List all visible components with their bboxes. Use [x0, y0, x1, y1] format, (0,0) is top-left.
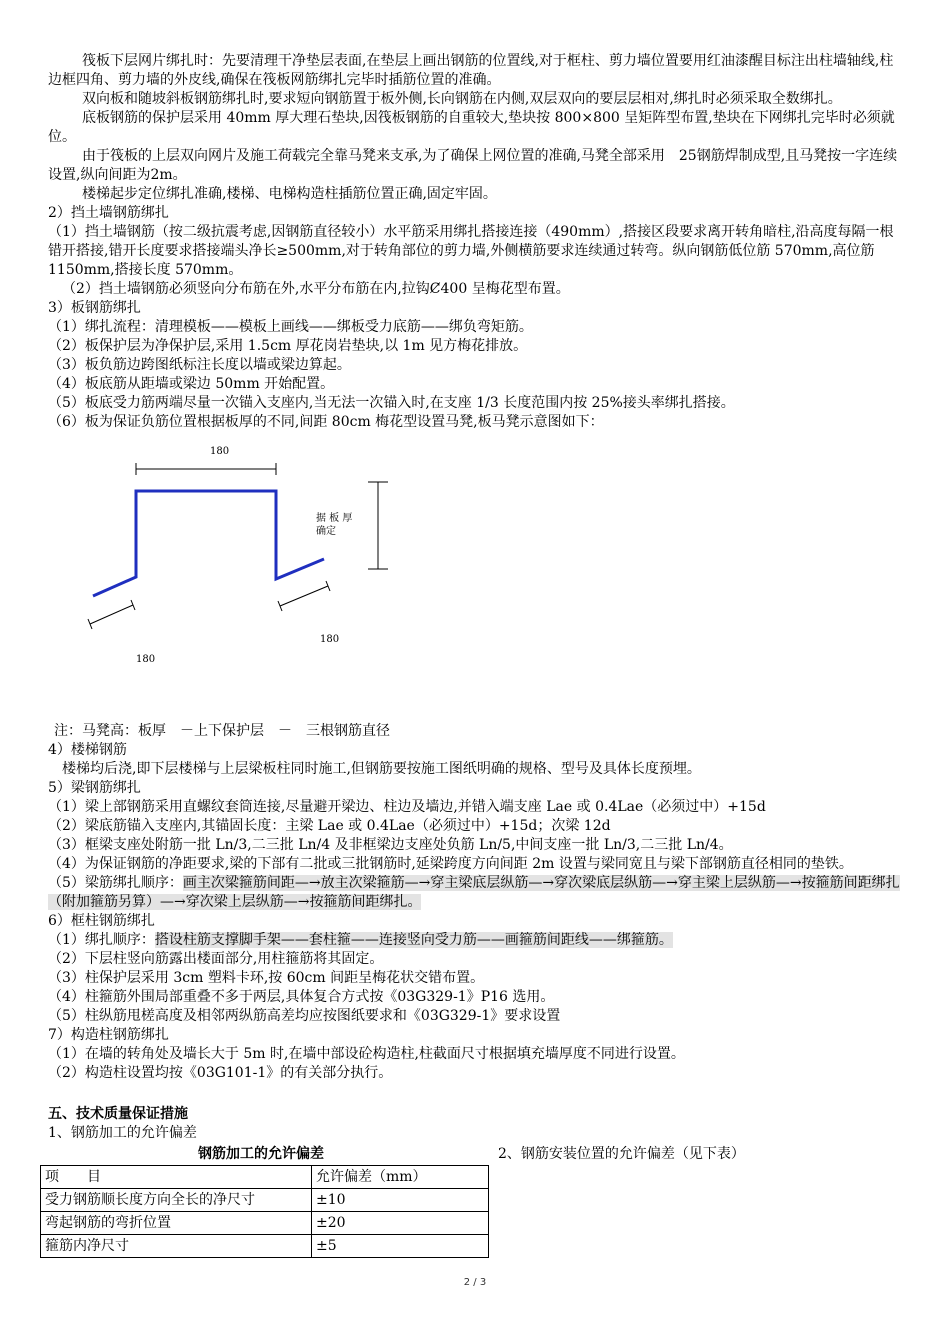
item-column-1-label: （1）绑扎顺序：: [48, 932, 155, 948]
item-beam-2: （2）梁底筋锚入支座内,其锚固长度：主梁 Lae 或 0.4Lae（必须过中）+15d；次梁 12d: [48, 818, 611, 834]
table-cell-tolerance: ±10: [312, 1189, 489, 1212]
tolerance-table: [40, 1165, 489, 1258]
document-body: [45, 52, 904, 1293]
item-beam-5-sequence: 画主次梁箍筋间距—→放主次梁箍筋—→穿主梁底层纵筋—→穿次梁底层纵筋—→穿主梁上层纵筋—→按箍筋间距绑扎（附加箍筋另算）—→穿次梁上层纵筋—→按箍筋间距绑扎。: [48, 875, 900, 910]
item-slab-2: （2）板保护层为净保护层,采用 1.5cm 厚花岗岩垫块,以 1m 见方梅花排放。: [48, 338, 528, 354]
paragraph-stair-positioning: 楼梯起步定位绑扎准确,楼梯、电梯构造柱插筋位置正确,固定牢固。: [82, 186, 497, 202]
table-cell-item: 箍筋内净尺寸: [41, 1235, 312, 1258]
table-header-item: 项 目: [41, 1166, 312, 1189]
table-row: [41, 1235, 489, 1258]
item-slab-6: （6）板为保证负筋位置根据板厚的不同,间距 80cm 梅花型设置马凳,板马凳示意图如下：: [48, 414, 604, 430]
item-beam-1: （1）梁上部钢筋采用直螺纹套筒连接,尽量避开梁边、柱边及墙边,并错入端支座 Lae 或 0.4Lae（必须过中）+15d: [48, 799, 766, 815]
tolerance-area: [45, 1143, 904, 1293]
paragraph-cover-blocks: 底板钢筋的保护层采用 40mm 厚大理石垫块,因筏板钢筋的自重较大,垫块按 800×800 呈矩阵型布置,垫块在下网绑扎完毕时必须就位。: [48, 110, 895, 145]
item-slab-4: （4）板底筋从距墙或梁边 50mm 开始配置。: [48, 376, 335, 392]
table-cell-tolerance: ±5: [312, 1235, 489, 1258]
paragraph-raft-lower-mesh: 筏板下层网片绑扎时：先要清理干净垫层表面,在垫层上画出钢筋的位置线,对于框柱、剪力墙位置要用红油漆醒目标注出柱墙轴线,柱边框四角、剪力墙的外皮线,确保在筏板网筋绑扎完毕时插筋位置的准确。: [48, 53, 894, 88]
section-quality-measures: 五、技术质量保证措施: [48, 1106, 188, 1122]
item-wall-1: （1）挡土墙钢筋（按二级抗震考虑,因钢筋直径较小）水平筋采用绑扎搭接连接（490mm）,搭接区段要求离开转角暗柱,沿高度每隔一根错开搭接,错开长度要求搭接端头净长≥500mm,对于转角部位的剪力墙,外侧横筋要求连续通过转弯。纵向钢筋低位筋 570mm,高位筋 1150mm,搭接长度 570mm。: [48, 224, 894, 278]
dim-left-label: 180: [136, 654, 156, 665]
item-beam-5: [48, 874, 904, 912]
dim-height-label-1: 据 板 厚: [316, 513, 353, 524]
item-column-4: （4）柱箍筋外围局部重叠不多于两层,具体复合方式按《03G329-1》P16 选用。: [48, 989, 555, 1005]
table-title: 钢筋加工的允许偏差: [198, 1146, 324, 1162]
heading-stair: 4）楼梯钢筋: [48, 742, 127, 758]
heading-retaining-wall: 2）挡土墙钢筋绑扎: [48, 205, 169, 221]
item-column-1: [48, 931, 904, 950]
item-slab-3: （3）板负筋边跨图纸标注长度以墙或梁边算起。: [48, 357, 351, 373]
table-header-row: [41, 1166, 489, 1189]
dim-top-label: 180: [210, 446, 230, 457]
item-beam-5-label: （5）梁筋绑扎顺序：: [48, 875, 183, 891]
item-slab-5: （5）板底受力筋两端尽量一次锚入支座内,当无法一次锚入时,在支座 1/3 长度范围内按 25%接头率绑扎搭接。: [48, 395, 735, 411]
item-column-3: （3）柱保护层采用 3cm 塑料卡环,按 60cm 间距呈梅花状交错布置。: [48, 970, 485, 986]
table-cell-item: 弯起钢筋的弯折位置: [41, 1212, 312, 1235]
table-cell-tolerance: ±20: [312, 1212, 489, 1235]
subheading-processing-tolerance: 1、钢筋加工的允许偏差: [48, 1125, 197, 1141]
table-row: [41, 1212, 489, 1235]
item-constructional-1: （1）在墙的转角处及墙长大于 5m 时,在墙中部设砼构造柱,柱截面尺寸根据填充墙厚度不同进行设置。: [48, 1046, 685, 1062]
table-cell-item: 受力钢筋顺长度方向全长的净尺寸: [41, 1189, 312, 1212]
stool-shape: [93, 491, 324, 596]
table-row: [41, 1189, 489, 1212]
paragraph-two-way-slab: 双向板和随坡斜板钢筋绑扎时,要求短向钢筋置于板外侧,长向钢筋在内侧,双层双向的要层层相对,绑扎时必须采取全数绑扎。: [82, 91, 842, 107]
heading-column: 6）框柱钢筋绑扎: [48, 913, 155, 929]
table-header-tolerance: 允许偏差（mm）: [312, 1166, 489, 1189]
heading-slab: 3）板钢筋绑扎: [48, 300, 141, 316]
dim-right-label: 180: [320, 634, 340, 645]
item-stair-1: 楼梯均后浇,即下层楼梯与上层梁板柱同时施工,但钢筋要按施工图纸明确的规格、型号及具体长度预埋。: [62, 761, 701, 777]
item-constructional-2: （2）构造柱设置均按《03G101-1》的有关部分执行。: [48, 1065, 393, 1081]
dim-height-label-2: 确定: [316, 526, 336, 537]
heading-beam: 5）梁钢筋绑扎: [48, 780, 141, 796]
stool-diagram: [48, 432, 904, 722]
heading-constructional-column: 7）构造柱钢筋绑扎: [48, 1027, 169, 1043]
subheading-installation-tolerance: 2、钢筋安装位置的允许偏差（见下表）: [498, 1146, 745, 1162]
item-wall-2: （2）挡土墙钢筋必须竖向分布筋在外,水平分布筋在内,拉钩Ȼ400 呈梅花型布置。: [62, 281, 570, 297]
item-beam-4: （4）为保证钢筋的净距要求,梁的下部有二批或三批钢筋时,延梁跨度方向间距 2m 设置与梁同宽且与梁下部钢筋直径相同的垫铁。: [48, 856, 853, 872]
item-column-2: （2）下层柱竖向筋露出楼面部分,用柱箍筋将其固定。: [48, 951, 384, 967]
stool-diagram-svg: [48, 432, 448, 722]
page-number: 2 / 3: [463, 1277, 487, 1288]
item-column-5: （5）柱纵筋甩槎高度及相邻两纵筋高差均应按图纸要求和《03G329-1》要求设置: [48, 1008, 561, 1024]
paragraph-support-stools: 由于筏板的上层双向网片及施工荷载完全靠马凳来支承,为了确保上网位置的准确,马凳全部采用 25钢筋焊制成型,且马凳按一字连续设置,纵向间距为2m。: [48, 148, 898, 183]
item-slab-1: （1）绑扎流程：清理模板——模板上画线——绑板受力底筋——绑负弯矩筋。: [48, 319, 533, 335]
stool-height-note: 注：马凳高：板厚 －上下保护层 － 三根钢筋直径: [54, 723, 390, 739]
item-beam-3: （3）框梁支座处附筋一批 Ln/3,二三批 Ln/4 及非框梁边支座处负筋 Ln/5,中间支座一批 Ln/3,二三批 Ln/4。: [48, 837, 733, 853]
item-column-1-sequence: 搭设柱筋支撑脚手架——套柱箍——连接竖向受力筋——画箍筋间距线——绑箍筋。: [154, 932, 673, 948]
